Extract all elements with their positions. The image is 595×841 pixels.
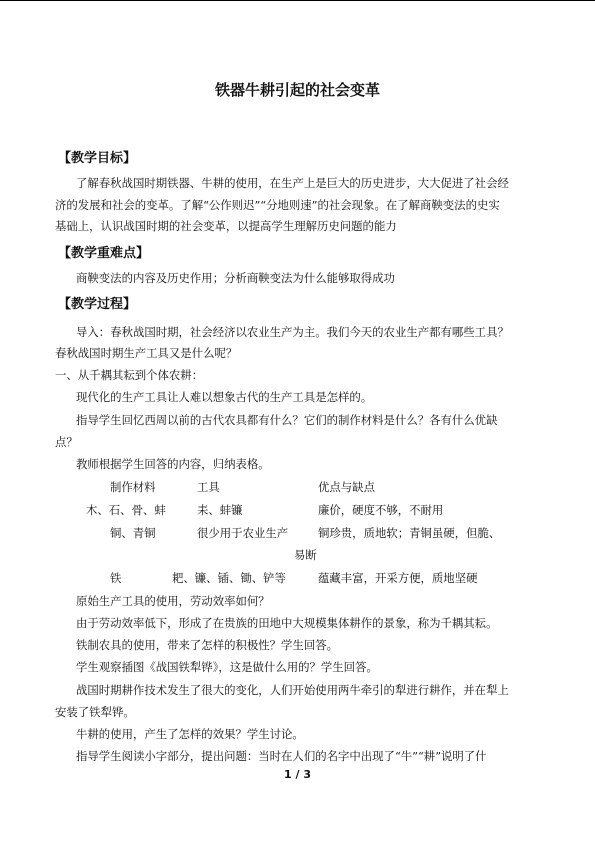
process-line-4: 现代化的生产工具让人难以想象古代的生产工具是怎样的。 [76, 390, 373, 404]
process-line-2: 春秋战国时期生产工具又是什么呢？ [55, 346, 238, 360]
process-line-6: 点？ [55, 435, 78, 449]
table-cell-material: 木、石、骨、蚌 [86, 503, 166, 517]
table-header-tools: 工具 [197, 480, 220, 494]
process-after-line-3: 铁制农具的使用，带来了怎样的积极性？学生回答。 [76, 638, 338, 652]
document-title: 铁器牛耕引起的社会变革 [214, 81, 380, 99]
table-cell-tools: 耒、蚌镰 [197, 503, 243, 517]
process-after-line-2: 由于劳动效率低下，形成了在贵族的田地中大规模集体耕作的景象，称为千耦其耘。 [76, 616, 498, 630]
table-cell-tools: 耙、镰、锸、锄、铲等 [172, 571, 286, 585]
process-line-1: 导入：春秋战国时期，社会经济以农业生产为主。我们今天的农业生产都有哪些工具？ [76, 325, 509, 339]
process-after-line-4: 学生观察插图《战国铁犁铧》，这是做什么用的？学生回答。 [76, 660, 378, 674]
key-points-heading: 【教学重难点】 [58, 246, 150, 261]
page-top-border [0, 0, 595, 1]
process-line-7: 教师根据学生回答的内容，归纳表格。 [76, 457, 270, 471]
table-cell-pros-cons: 铜珍贵，质地软；青铜虽硬，但脆、 [318, 526, 501, 540]
goals-line-2: 济的发展和社会的变革。了解“公作则迟”“分地则速”的社会现象。在了解商鞅变法的史实 [55, 198, 500, 212]
table-cell-material: 铜、青铜 [110, 526, 156, 540]
table-cell-pros-cons-continued: 易断 [294, 548, 317, 562]
goals-heading: 【教学目标】 [58, 151, 137, 166]
process-line-5: 指导学生回忆西周以前的古代农具都有什么？它们的制作材料是什么？各有什么优缺 [76, 413, 498, 427]
table-header-material: 制作材料 [110, 480, 156, 494]
table-cell-pros-cons: 廉价，硬度不够，不耐用 [318, 503, 444, 517]
process-heading: 【教学过程】 [58, 297, 137, 312]
process-after-line-5: 战国时期耕作技术发生了很大的变化，人们开始使用两牛牵引的犁进行耕作，并在犁上 [76, 683, 509, 697]
table-cell-pros-cons: 蕴藏丰富，开采方便，质地坚硬 [318, 571, 478, 585]
table-header-pros-cons: 优点与缺点 [318, 480, 375, 494]
process-after-line-1: 原始生产工具的使用，劳动效率如何？ [76, 594, 270, 608]
table-cell-material: 铁 [110, 571, 122, 585]
table-cell-tools: 很少用于农业生产 [197, 526, 289, 540]
key-points-text: 商鞅变法的内容及历史作用；分析商鞅变法为什么能够取得成功 [76, 271, 395, 285]
process-after-line-7: 牛耕的使用，产生了怎样的效果？学生讨论。 [76, 727, 304, 741]
page-number: 1 / 3 [284, 768, 311, 781]
goals-line-3: 基础上，认识战国时期的社会变革，以提高学生理解历史问题的能力 [55, 219, 397, 233]
goals-line-1: 了解春秋战国时期铁器、牛耕的使用，在生产上是巨大的历史进步，大大促进了社会经 [76, 176, 509, 190]
process-after-line-6: 安装了铁犁铧。 [55, 705, 135, 719]
process-line-3: 一、从千耦其耘到个体农耕： [55, 368, 204, 382]
process-after-line-8: 指导学生阅读小字部分，提出问题：当时在人们的名字中出现了“牛”“耕”说明了什 [76, 749, 487, 763]
